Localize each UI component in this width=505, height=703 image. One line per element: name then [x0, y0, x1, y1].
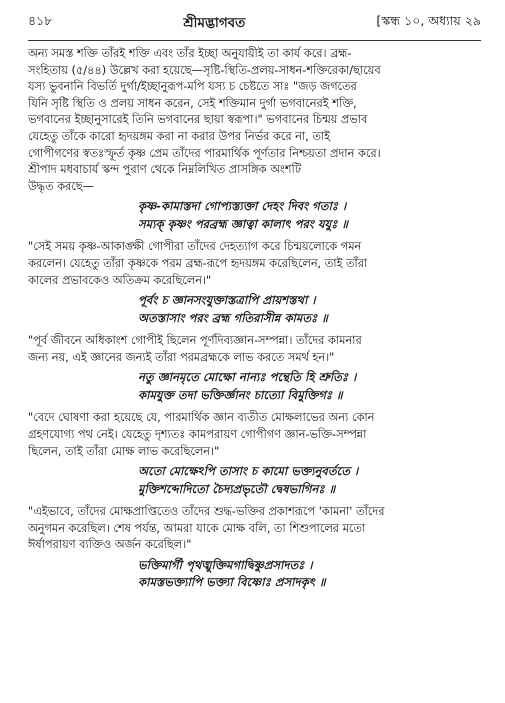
verse-line: পূর্বং চ জ্ঞানসংযুক্তাস্তত্রাপি প্রায়শস্তথা ।: [138, 293, 316, 308]
text-line: যস্য ভুবনানি বিভর্তি দুর্গা/ইচ্ছানুরূপ-মপি যস্য চ চেষ্টতে সাঃ "জড় জগতের: [28, 80, 357, 94]
text-line: "বেদে ঘোষণা করা হয়েছে যে, পারমার্থিক জ্ঞান ব্যতীত মোক্ষলাভের অন্য কোন: [28, 411, 375, 425]
page-number: ৪১৮: [28, 13, 53, 28]
text-line: শ্রীপাদ মধবাচার্য স্কন্দ পুরাণ থেকে নিম্নলিখিত প্রাসঙ্গিক অংশটি: [28, 163, 301, 177]
text-line: অন্য সমস্ত শক্তি তাঁরই শক্তি এবং তাঁর ইচ্ছা অনুযায়ীই তা কার্য করে। ব্রহ্ম-: [28, 47, 352, 60]
verse-line: কৃষ্ণ-কামাস্তদা গোপ্যস্ত্যক্তা দেহং দিবং গতাঃ ।: [138, 199, 347, 214]
text-line: কালের প্রভাবকেও অতিক্রম করেছিলেন।": [28, 273, 212, 287]
page-header: [28, 10, 481, 36]
verse-2: [28, 292, 481, 327]
text-line: করলেন। যেহেতু তাঁরা কৃষ্ণকে পরম ব্রহ্ম-রূপে হৃদয়ঙ্গম করেছিলেন, তাই তাঁরা: [28, 256, 368, 270]
paragraph-2: [28, 239, 481, 289]
text-line: উদ্ধৃত করছে—: [28, 179, 94, 193]
verse-line: ভক্তিমার্গী পৃথঙ্মুক্তিমগাদ্বিষ্ণুপ্রসাদতঃ ।: [138, 557, 313, 572]
verse-line: মুক্তিশব্দোদিতো চৈদ্যপ্রভৃতৌ দ্বেষভাগিনঃ ॥: [138, 481, 336, 496]
verse-line: সম্যক্ কৃষ্ণং পরব্রহ্ম জ্ঞাত্বা কালাৎ পরং যযুঃ ॥: [138, 216, 348, 231]
text-line: যেহেতু তাঁকে কারো হৃদয়ঙ্গম করা না করার উপর নির্ভর করে না, তাই: [28, 129, 330, 143]
text-line: ঈর্ষাপরায়ণ ব্যক্তিও অর্জন করেছিল।": [28, 538, 192, 552]
paragraph-4: [28, 410, 481, 460]
text-line: জন্য নয়, এই জ্ঞানের জন্যই তাঁরা পরমব্রহ্মকে লাভ করতে সমর্থ হন।": [28, 350, 335, 364]
text-line: যিনি সৃষ্টি স্থিতি ও প্রলয় সাধন করেন, সেই শক্তিমান দুর্গা ভগবানেরই শক্তি,: [28, 96, 357, 110]
verse-4: [28, 463, 481, 498]
text-line: গ্রহণযোগ্য পথ নেই। যেহেতু দৃশ্যতঃ কামপরায়ণ গোপীগণ জ্ঞান-ভক্তি-সম্পন্না: [28, 427, 367, 441]
verse-1: [28, 198, 481, 233]
verse-line: কামস্তভক্ত্যাপি ভক্ত্যা বিষ্ণোঃ প্রসাদকৃৎ ॥: [138, 575, 326, 590]
text-line: ভগবানের ইচ্ছানুসারেই তিনি ভগবানের ছায়া স্বরূপা।" ভগবানের চিন্ময় প্রভাব: [28, 113, 368, 127]
text-line: "সেই সময় কৃষ্ণ-আকাঙ্ক্ষী গোপীরা তাঁদের দেহত্যাগ করে চিন্ময়লোকে গমন: [28, 240, 362, 254]
page-body: [28, 46, 481, 598]
verse-line: নতু জ্ঞানমৃতে মোক্ষো নান্যঃ পন্থেতি হি শ্রুতিঃ ।: [138, 370, 357, 385]
text-line: "এইভাবে, তাঁদের মোক্ষপ্রাপ্তিতেও তাঁদের শুদ্ধ-ভক্তির প্রকাশরূপে 'কামনা' তাঁদের: [28, 505, 385, 519]
chapter-reference: [স্কন্ধ ১০, অধ্যায় ২৯: [376, 13, 481, 28]
verse-line: কামযুক্ত তদা ভক্তির্জ্ঞানং চাত্যো বিমুক্তিগঃ ॥: [138, 387, 343, 402]
verse-3: [28, 369, 481, 404]
text-line: সংহিতায় (৫/৪৪) উল্লেখ করা হয়েছে—সৃষ্টি-স্থিতি-প্রলয়-সাধন-শক্তিরেকা/ছায়েব: [28, 63, 381, 77]
book-title: শ্রীমদ্ভাগবত: [183, 14, 246, 31]
text-line: "পূর্ব জীবনে অধিকাংশ গোপীই ছিলেন পূর্ণদিব্যজ্ঞান-সম্পন্না। তাঁদের কামনার: [28, 334, 362, 348]
verse-5: [28, 557, 481, 592]
text-line: ছিলেন, তাই তাঁরা মোক্ষ লাভ করেছিলেন।": [28, 444, 220, 458]
paragraph-1: [28, 46, 481, 195]
header-divider: [28, 40, 481, 41]
text-line: অনুগমন করেছিল। শেষ পর্যন্ত, আমরা যাকে মোক্ষ বলি, তা শিশুপালের মতো: [28, 521, 366, 535]
verse-line: অতস্তাসাং পরং ব্রহ্ম গতিরাসীন্ন কামতঃ ॥: [138, 310, 328, 325]
paragraph-5: [28, 504, 481, 554]
verse-line: অতো মোক্ষেঽপি তাসাং চ কামো ভক্ত্যনুবর্ততে ।: [138, 464, 359, 479]
paragraph-3: [28, 333, 481, 366]
text-line: গোপীগণের স্বতঃস্ফূর্ত কৃষ্ণ প্রেম তাঁদের পারমার্থিক পূর্ণতার নিশ্চয়তা প্রদান করে।: [28, 146, 381, 160]
